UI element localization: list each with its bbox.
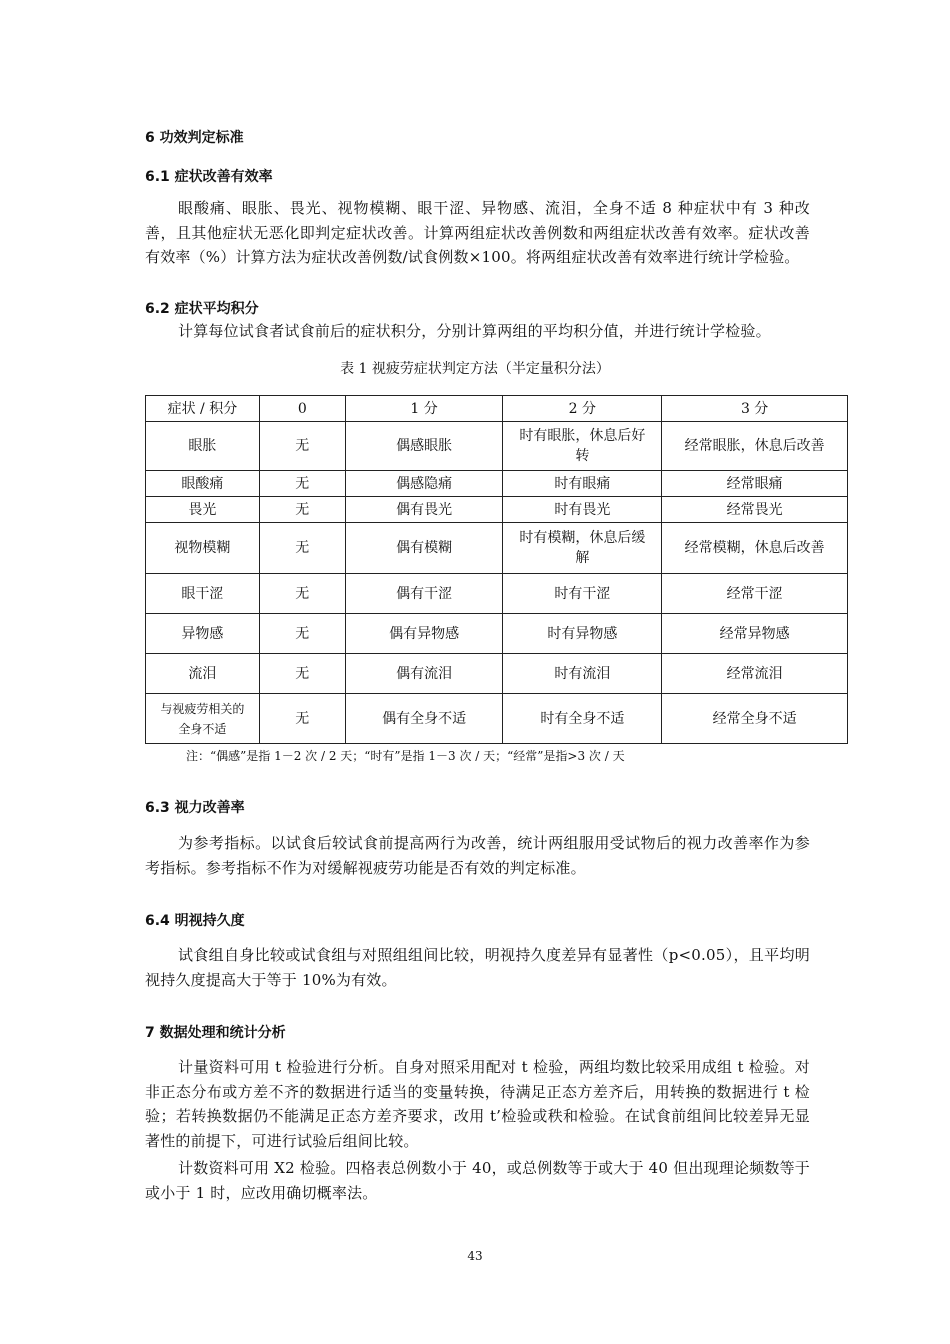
header-cell: 0: [259, 396, 345, 422]
paragraph-7-2: 计数资料可用 X2 检验。四格表总例数小于 40，或总例数等于或大于 40 但出现理论频数等于或小于 1 时，应改用确切概率法。: [145, 1159, 810, 1202]
page-number: 43: [467, 1249, 483, 1263]
table-row: [146, 574, 848, 614]
table-cell: 偶有异物感: [345, 614, 503, 654]
table-cell: 眼胀: [146, 422, 260, 471]
table-caption: 表 1 视疲劳症状判定方法（半定量积分法）: [340, 361, 610, 377]
table-cell: 经常畏光: [662, 497, 848, 523]
heading-6-3: 6.3 视力改善率: [145, 800, 245, 816]
table-row: [146, 694, 848, 744]
table-cell: 畏光: [146, 497, 260, 523]
table-note: 注：“偶感”是指 1－2 次 / 2 天；“时有”是指 1－3 次 / 天；“经常”是指>3 次 / 天: [186, 749, 625, 763]
table-cell: 时有眼胀，休息后好转: [503, 422, 662, 471]
table-cell: 无: [259, 694, 345, 744]
paragraph-6-1: 眼酸痛、眼胀、畏光、视物模糊、眼干涩、异物感、流泪，全身不适 8 种症状中有 3 种改善，且其他症状无恶化即判定症状改善。计算两组症状改善例数和两组症状改善有效率。症状改善有效率（%）计算方法为症状改善例数/试食例数×100。将两组症状改善有效率进行统计学检验。: [145, 199, 810, 266]
table-cell: 时有畏光: [503, 497, 662, 523]
table-cell: 偶有模糊: [345, 523, 503, 574]
table-row: [146, 471, 848, 497]
table-cell: 偶有干涩: [345, 574, 503, 614]
table-cell: 时有流泪: [503, 654, 662, 694]
heading-6-1: 6.1 症状改善有效率: [145, 169, 273, 185]
table-row: [146, 497, 848, 523]
table-cell: 经常眼痛: [662, 471, 848, 497]
table-cell: 无: [259, 523, 345, 574]
heading-6-2: 6.2 症状平均积分: [145, 301, 259, 317]
table-cell: 视物模糊: [146, 523, 260, 574]
table-cell: 经常流泪: [662, 654, 848, 694]
table-header-row: [146, 396, 848, 422]
table-cell: 时有干涩: [503, 574, 662, 614]
table-cell: 偶有全身不适: [345, 694, 503, 744]
table-row: [146, 523, 848, 574]
table-cell: 时有全身不适: [503, 694, 662, 744]
heading-6: 6 功效判定标准: [145, 130, 244, 146]
table-cell: 异物感: [146, 614, 260, 654]
table-cell: 经常全身不适: [662, 694, 848, 744]
table-cell: 时有模糊，休息后缓解: [503, 523, 662, 574]
table-cell: 偶有畏光: [345, 497, 503, 523]
paragraph-6-2: 计算每位试食者试食前后的症状积分，分别计算两组的平均积分值，并进行统计学检验。: [178, 322, 771, 340]
table-cell: 经常模糊，休息后改善: [662, 523, 848, 574]
header-cell: 1 分: [345, 396, 503, 422]
table-cell: 无: [259, 422, 345, 471]
table-cell: 无: [259, 614, 345, 654]
paragraph-6-3: 为参考指标。以试食后较试食前提高两行为改善，统计两组服用受试物后的视力改善率作为参考指标。参考指标不作为对缓解视疲劳功能是否有效的判定标准。: [145, 834, 810, 877]
paragraph-6-4: 试食组自身比较或试食组与对照组组间比较，明视持久度差异有显著性（p<0.05），且平均明视持久度提高大于等于 10%为有效。: [145, 946, 810, 989]
table-cell: 与视疲劳相关的全身不适: [146, 694, 260, 744]
table-cell: 时有异物感: [503, 614, 662, 654]
table-cell: 经常异物感: [662, 614, 848, 654]
table-cell: 流泪: [146, 654, 260, 694]
table-cell: 时有眼痛: [503, 471, 662, 497]
table-row: [146, 654, 848, 694]
table-cell: 无: [259, 497, 345, 523]
table-cell: 偶有流泪: [345, 654, 503, 694]
heading-7: 7 数据处理和统计分析: [145, 1025, 286, 1041]
table-cell: 眼酸痛: [146, 471, 260, 497]
table-cell: 无: [259, 574, 345, 614]
header-cell: 症状 / 积分: [146, 396, 260, 422]
table-cell: 偶感隐痛: [345, 471, 503, 497]
table-row: [146, 614, 848, 654]
header-cell: 3 分: [662, 396, 848, 422]
table-cell: 无: [259, 471, 345, 497]
symptom-table: [145, 395, 848, 744]
table-cell: 经常眼胀，休息后改善: [662, 422, 848, 471]
header-cell: 2 分: [503, 396, 662, 422]
heading-6-4: 6.4 明视持久度: [145, 913, 245, 929]
paragraph-7-1: 计量资料可用 t 检验进行分析。自身对照采用配对 t 检验，两组均数比较采用成组 t 检验。对非正态分布或方差不齐的数据进行适当的变量转换，待满足正态方差齐后，用转换的数据进行 t 检验；若转换数据仍不能满足正态方差齐要求，改用 t’检验或秩和检验。在试食前组间比较差异无显著性的前提下，可进行试验后组间比较。: [145, 1058, 810, 1150]
table-cell: 无: [259, 654, 345, 694]
table-cell: 经常干涩: [662, 574, 848, 614]
table-cell: 眼干涩: [146, 574, 260, 614]
table-row: [146, 422, 848, 471]
table-cell: 偶感眼胀: [345, 422, 503, 471]
